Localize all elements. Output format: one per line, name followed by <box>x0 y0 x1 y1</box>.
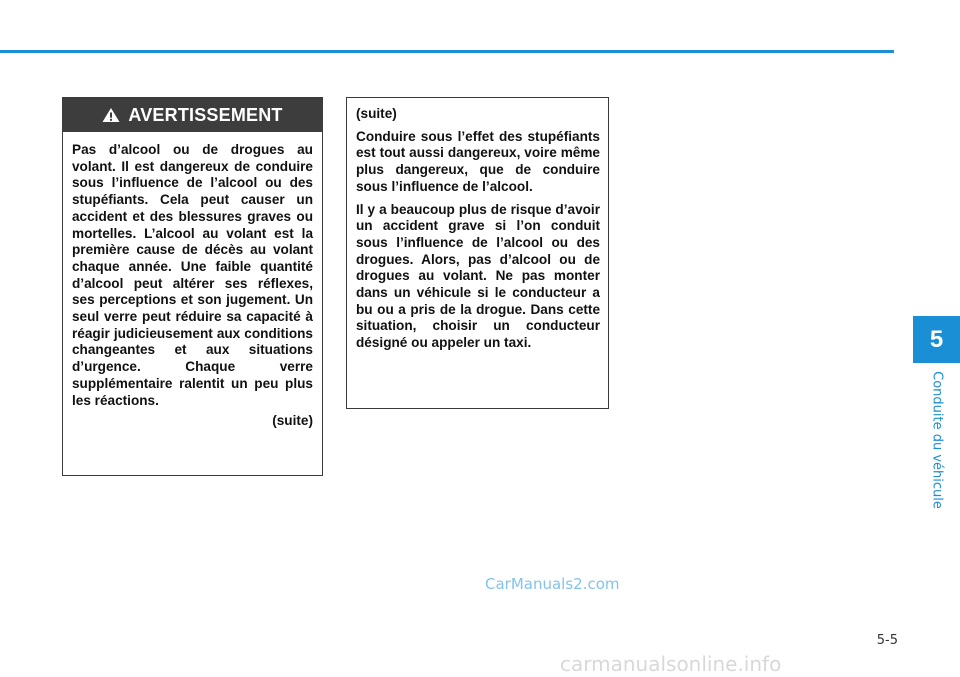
continuation-label: (suite) <box>356 106 397 121</box>
chapter-number: 5 <box>929 325 944 353</box>
chapter-title: Conduite du véhicule <box>929 371 945 509</box>
continuation-paragraph-1: Conduire sous l’effet des stupéfiants est tout aussi dangereux, voire même plus dangereux, que de conduire sous l’influence de l’alcool. <box>356 128 600 194</box>
warning-title: AVERTISSEMENT <box>128 104 283 125</box>
warning-triangle-icon <box>102 107 120 123</box>
watermark-online: carmanualsonline.info <box>560 652 782 676</box>
continuation-box <box>346 97 609 409</box>
warning-box <box>62 97 323 476</box>
warning-body <box>63 132 322 430</box>
watermark-carmanuals: CarManuals2.com <box>485 575 620 593</box>
warning-continued: (suite) <box>272 413 313 429</box>
top-rule <box>0 50 894 53</box>
chapter-tab[interactable] <box>913 316 960 363</box>
continuation-paragraph-2: Il y a beaucoup plus de risque d’avoir un accident grave si l’on conduit sous l’influence de l’alcool ou des drogues. Alors, pas d’alcool ou de drogues au volant. Ne pas monter dans un véhicule si le conducteur a bu ou a pris de la drogue. Dans cette situation, choisir un conducteur désigné ou appeler un taxi. <box>356 201 600 351</box>
warning-header <box>63 98 322 132</box>
page-number: 5-5 <box>876 633 898 648</box>
warning-text: Pas d’alcool ou de drogues au volant. Il est dangereux de conduire sous l’influence de l’alcool ou des stupéfiants. Cela peut causer un accident et des blessures graves ou mortelles. L’alcool au volant est la première cause de décès au volant chaque année. Une faible quantité d’alcool peut altérer ses réflexes, ses perceptions et son jugement. Un seul verre peut réduire sa capacité à réagir judicieusement aux conditions changeantes et aux situations d’urgence. Chaque verre supplémentaire ralentit un peu plus les réactions. <box>72 142 313 408</box>
